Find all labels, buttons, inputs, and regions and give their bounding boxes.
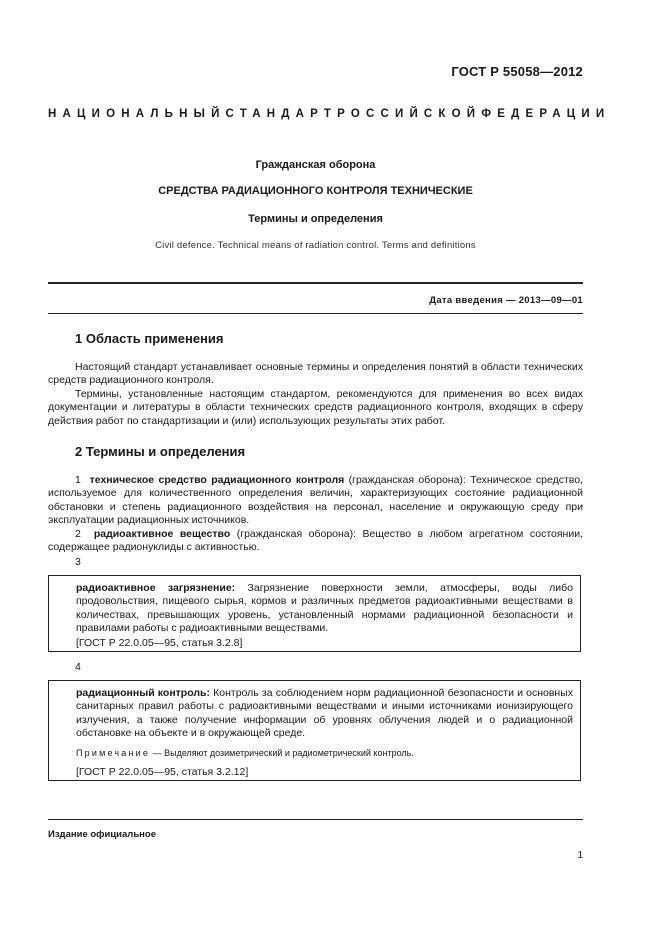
banner-word: НАЦИОНАЛЬНЫЙ [48, 108, 226, 120]
term-3-reference: [ГОСТ Р 22.0.05—95, статья 3.2.8] [76, 637, 243, 650]
term-2 [48, 528, 583, 555]
term-3-definition [76, 582, 573, 635]
banner-word: ФЕДЕРАЦИИ [481, 108, 611, 120]
page-number: 1 [577, 850, 583, 861]
national-standard-banner [48, 108, 611, 120]
term-3-box [48, 575, 581, 652]
note-label: Примечание [76, 748, 151, 759]
title-category: Гражданская оборона [255, 159, 376, 171]
term-name: радиационный контроль: [76, 687, 210, 699]
note-text: — Выделяют дозиметрический и радиометрический контроль. [150, 748, 414, 759]
banner-word: СТАНДАРТ [225, 108, 338, 120]
term-4-box [48, 680, 581, 781]
section-2-heading: 2 Термины и определения [75, 444, 246, 459]
paragraph-text: Термины, установленные настоящим стандартом, рекомендуются для применения во всех видах документации и литературы в области технических средств радиационного контроля, входящих в сферу действия работ по стандартизации и (или) использующих результаты этих работ. [48, 388, 583, 427]
title-subtitle: Термины и определения [248, 213, 383, 225]
term-definition: Контроль за соблюдением норм радиационной безопасности и основных санитарных правил работы с радиоактивными веществами и иными источниками ионизирующего излучения, а также получение информации об уровнях облучения людей и о радиационной обстановке на объекте и в окружающей среде. [76, 687, 574, 739]
term-name: радиоактивное загрязнение: [76, 582, 236, 594]
term-4-definition [76, 687, 573, 740]
term-1 [48, 474, 583, 527]
title-divider [48, 282, 583, 284]
document-number: ГОСТ Р 55058—2012 [451, 64, 583, 79]
term-number: 1 [75, 474, 81, 486]
footer-divider [48, 819, 583, 820]
term-4-reference: [ГОСТ Р 22.0.05—95, статья 3.2.12] [76, 766, 249, 779]
term-definition: (гражданская оборона): Техническое средство, используемое для количественного определения величин, характеризующих состояние радиационной обстановки и степень радиационного воздействия на персонал, население и окружающую среду при эксплуатации радиационных источников. [48, 474, 583, 526]
term-number: 2 [75, 528, 81, 540]
title-main: СРЕДСТВА РАДИАЦИОННОГО КОНТРОЛЯ ТЕХНИЧЕСКИЕ [158, 185, 473, 197]
section-1-paragraph-1 [48, 361, 583, 388]
title-english: Civil defence. Technical means of radiation control. Terms and definitions [155, 240, 476, 251]
term-4-number: 4 [75, 661, 81, 673]
term-name: радиоактивное вещество [93, 528, 231, 540]
banner-word: РОССИЙСКОЙ [337, 108, 482, 120]
section-1-heading: 1 Область применения [75, 331, 224, 346]
term-definition: (гражданская оборона): Вещество в любом агрегатном состоянии, содержащее радионуклиды с активностью. [48, 528, 583, 554]
term-4-note [76, 747, 573, 760]
edition-label: Издание официальное [48, 829, 156, 840]
term-definition: Загрязнение поверхности земли, атмосферы, воды либо продовольствия, пищевого сырья, кормов и различных предметов радиоактивными веществами в количествах, превышающих уровень, установленный нормами радиационной безопасности и правилами работы с радиоактивными веществами. [76, 582, 573, 634]
date-divider [48, 313, 583, 314]
section-1-paragraph-2 [48, 388, 583, 428]
term-3-number: 3 [75, 556, 81, 568]
effective-date: Дата введения — 2013—09—01 [429, 295, 583, 306]
paragraph-text: Настоящий стандарт устанавливает основные термины и определения понятий в области технических средств радиационного контроля. [48, 361, 583, 387]
term-name: техническое средство радиационного контроля [89, 474, 345, 486]
